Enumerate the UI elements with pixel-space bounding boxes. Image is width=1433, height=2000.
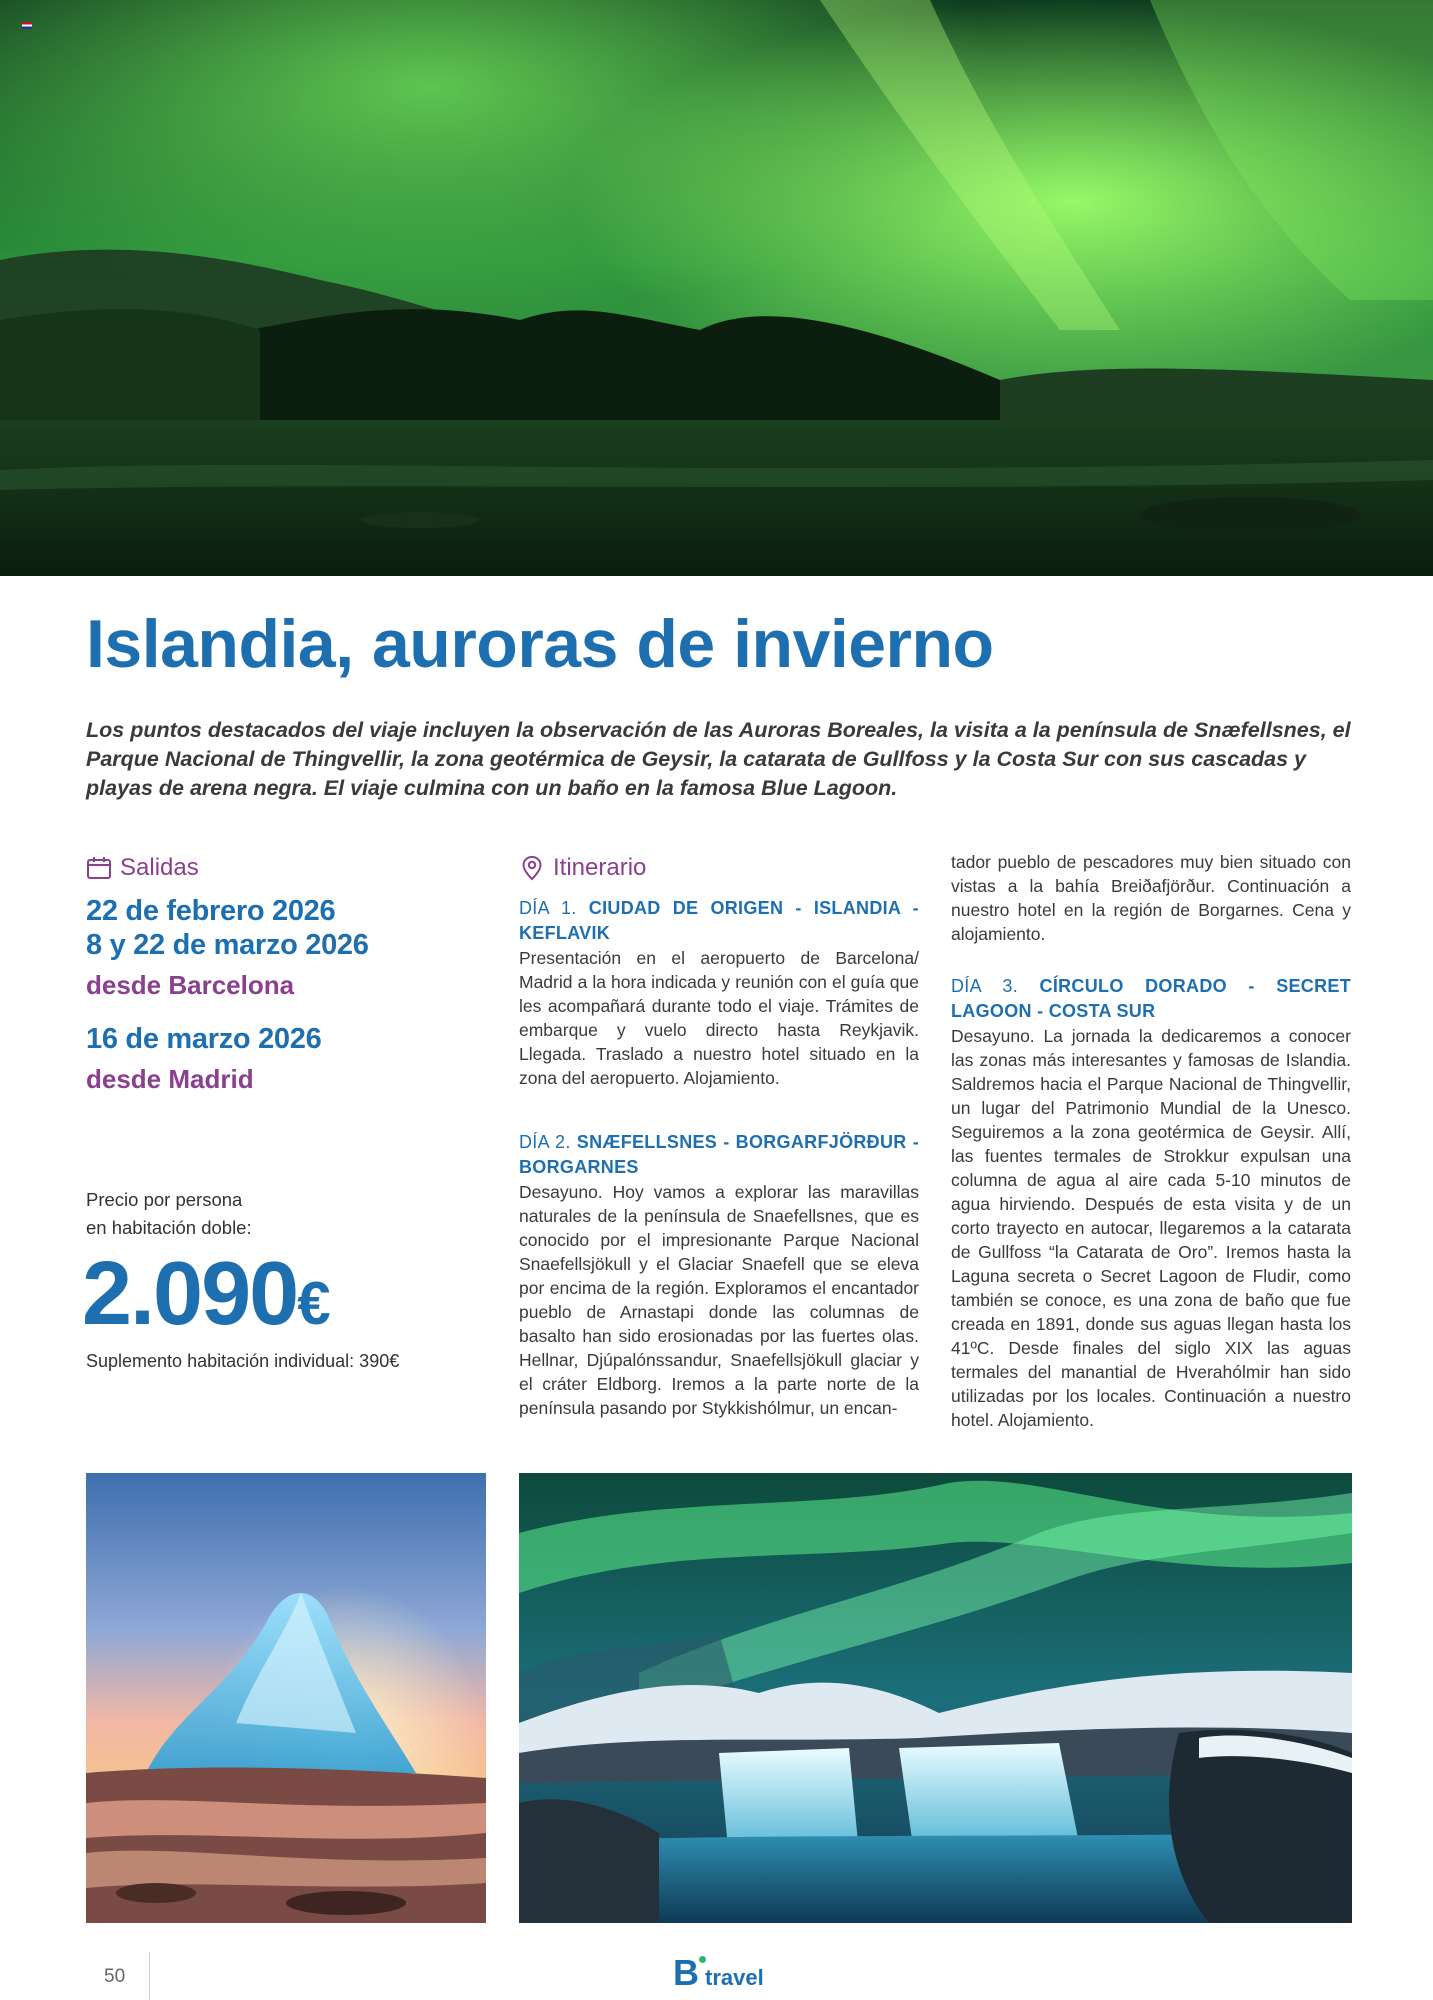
day-1-text: Presentación en el aeropuerto de Barcelona/ Madrid a la hora indicada y reunión con el guía que les acompañará durante todo el viaje. Trámites de embarque y vuelo directo hasta Reykjavik. Llegada. Traslado a nuestro hotel situado en la zona del aeropuerto. Alojamiento. [519,948,919,1088]
itinerary-heading [519,852,919,884]
day-3-text: Desayuno. La jornada la dedicaremos a conocer las zonas más interesantes y famosas de Islandia. Saldremos hacia el Parque Nacional de Thingvellir, un lugar del Patrimonio Mundial de la Unesco. Seguiremos a la zona geotérmica de Geysir. Allí, las fuentes termales de Strokkur expulsan una columna de agua al aire cada 5-10 minutos de agua hirviendo. Después de esta visita y de un corto trayecto en autocar, llegaremos a la catarata de Gullfoss “la Catarata de Oro”. Iremos hasta la Laguna secreta o Secret Lagoon de Fludir, como también se conoce, es una zona de baño que fue creada en 1891, donde sus aguas llegan hasta los 41ºC. Desde finales del siglo XIX las aguas termales del manantial de Hverahólmir han sido utilizadas por los locales. Continuación a nuestro hotel. Alojamiento. [951,1026,1351,1430]
btravel-logo [673,1952,764,1993]
day-number: DÍA 1. [519,898,577,918]
waterfall-aurora-photo [519,1473,1352,1923]
calendar-icon [86,855,112,881]
price-value: 2.090 [82,1244,298,1344]
logo-text: travel [705,1965,764,1990]
intro-paragraph: Los puntos destacados del viaje incluyen la observación de las Auroras Boreales, la visita a la península de Snæfellsnes, el Parque Nacional de Thingvellir, la zona geotérmica de Geysir, la catarata de Gullfoss y la Costa Sur con sus cascadas y playas de arena negra. El viaje culmina con un baño en la famosa Blue Lagoon. [86,718,1351,800]
geyser-photo [86,1473,486,1923]
departure-date-line: 8 y 22 de marzo 2026 [86,929,369,961]
day-2-heading [519,1130,919,1180]
day-title: SNÆFELLSNES - BORGARFJÖRÐUR - BORGARNES [519,1132,919,1177]
price-label-line: en habitación doble: [86,1217,252,1238]
day-1-heading [519,896,919,946]
departure-date-line: 22 de febrero 2026 [86,895,336,927]
day-2-text-continued: tador pueblo de pescadores muy bien situado con vistas a la bahía Breiðafjörður. Continuación a nuestro hotel en la región de Borgarnes. Cena y alojamiento. [951,852,1351,944]
itinerary-heading-label: Itinerario [553,854,647,881]
footer-divider [149,1952,150,2000]
day-3-heading [951,974,1351,1024]
departure-dates-barcelona [86,894,486,962]
day-number: DÍA 2. [519,1132,571,1152]
price-currency: € [297,1270,331,1337]
origin-barcelona: desde Barcelona [86,970,295,1000]
page-number: 50 [104,1966,126,1987]
origin-madrid: desde Madrid [86,1064,254,1094]
price-label [86,1186,252,1242]
day-number: DÍA 3. [951,976,1019,996]
day-title: CIUDAD DE ORIGEN - ISLANDIA - KEFLAVIK [519,898,919,943]
day-title: CÍRCULO DORADO - SECRET LAGOON - COSTA SUR [951,976,1352,1021]
departures-heading-label: Salidas [120,854,199,881]
hero-aurora-photo [0,0,1433,576]
itinerary-column-1 [519,852,919,1420]
departure-date-madrid: 16 de marzo 2026 [86,1023,322,1055]
language-flag-icon [22,22,32,29]
page-title: Islandia, auroras de invierno [86,606,994,682]
price-label-line: Precio por persona [86,1189,243,1210]
day-2-text: Desayuno. Hoy vamos a explorar las maravillas naturales de la península de Snaefellsnes, que es conocido por el impresionante Parque Nacional Snaefellsjökull y el Glaciar Snaefell que se eleva por encima de la región. Exploramos el encantador pueblo de Arnastapi donde las columnas de basalto han sido erosionadas por las fuertes olas. Hellnar, Djúpalónssandur, Snaefellsjökull glaciar y el cráter Eldborg. Iremos a la parte norte de la península pasando por Stykkishólmur, un encan- [519,1182,919,1418]
location-pin-icon [519,855,545,881]
single-room-supplement: Suplemento habitación individual: 390€ [86,1351,400,1371]
price-amount [82,1244,331,1354]
departures-section [86,852,486,1096]
logo-letter: B [673,1952,699,1993]
departures-heading [86,852,486,884]
itinerary-column-2 [951,850,1351,1432]
